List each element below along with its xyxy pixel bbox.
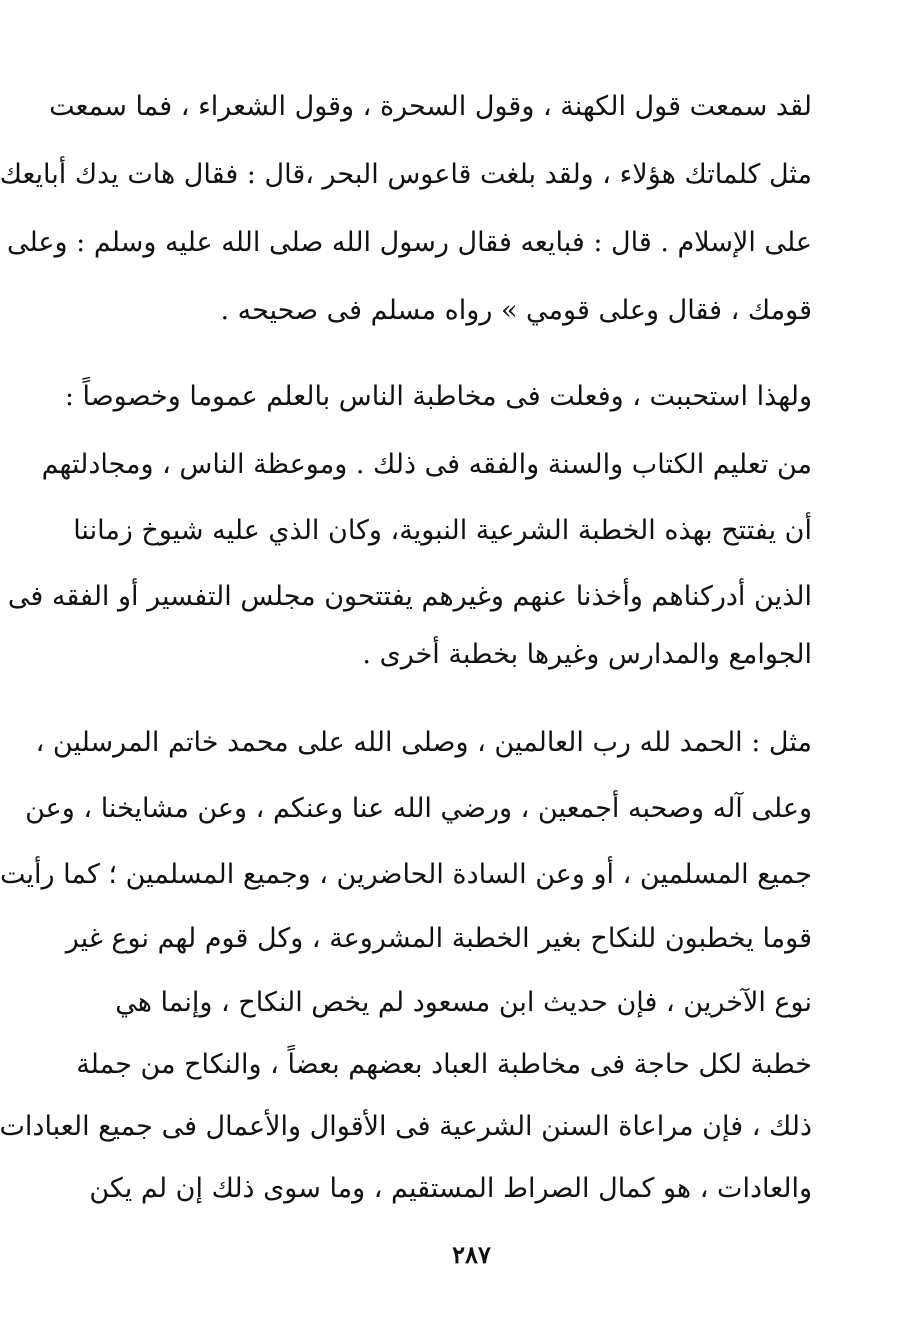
text-line: من تعليم الكتاب والسنة والفقه فى ذلك . وموعظة الناس ، ومجادلتهم <box>41 449 812 480</box>
text-line: أن يفتتح بهذه الخطبة الشرعية النبوية، وكان الذي عليه شيوخ زماننا <box>73 515 812 546</box>
text-line: على الإسلام . قال : فبايعه فقال رسول الله صلى الله عليه وسلم : وعلى <box>6 227 812 258</box>
text-line: خطبة لكل حاجة فى مخاطبة العباد بعضهم بعضاً ، والنكاح من جملة <box>76 1049 812 1080</box>
text-line: لقد سمعت قول الكهنة ، وقول السحرة ، وقول الشعراء ، فما سمعت <box>49 91 812 122</box>
text-line: ذلك ، فإن مراعاة السنن الشرعية فى الأقوال والأعمال فى جميع العبادات <box>0 1111 812 1142</box>
text-line: الجوامع والمدارس وغيرها بخطبة أخرى . <box>362 639 812 670</box>
text-line: مثل كلماتك هؤلاء ، ولقد بلغت قاعوس البحر ،قال : فقال هات يدك أبايعك <box>0 159 812 190</box>
text-line: الذين أدركناهم وأخذنا عنهم وغيرهم يفتتحون مجلس التفسير أو الفقه فى <box>7 581 812 612</box>
text-line: نوع الآخرين ، فإن حديث ابن مسعود لم يخص النكاح ، وإنما هي <box>115 987 812 1018</box>
text-line: جميع المسلمين ، أو وعن السادة الحاضرين ، وجميع المسلمين ؛ كما رأيت <box>0 859 812 890</box>
text-line: قوما يخطبون للنكاح بغير الخطبة المشروعة ، وكل قوم لهم نوع غير <box>65 923 812 954</box>
text-line: والعادات ، هو كمال الصراط المستقيم ، وما سوى ذلك إن لم يكن <box>89 1173 812 1204</box>
text-line: قومك ، فقال وعلى قومي » رواه مسلم فى صحيحه . <box>220 295 812 326</box>
page-number: ٢٨٧ <box>452 1240 491 1269</box>
text-line: وعلى آله وصحبه أجمعين ، ورضي الله عنا وعنكم ، وعن مشايخنا ، وعن <box>25 793 812 824</box>
text-line: مثل : الحمد لله رب العالمين ، وصلى الله على محمد خاتم المرسلين ، <box>35 727 812 758</box>
text-line: ولهذا استحببت ، وفعلت فى مخاطبة الناس بالعلم عموما وخصوصاً : <box>64 381 812 412</box>
